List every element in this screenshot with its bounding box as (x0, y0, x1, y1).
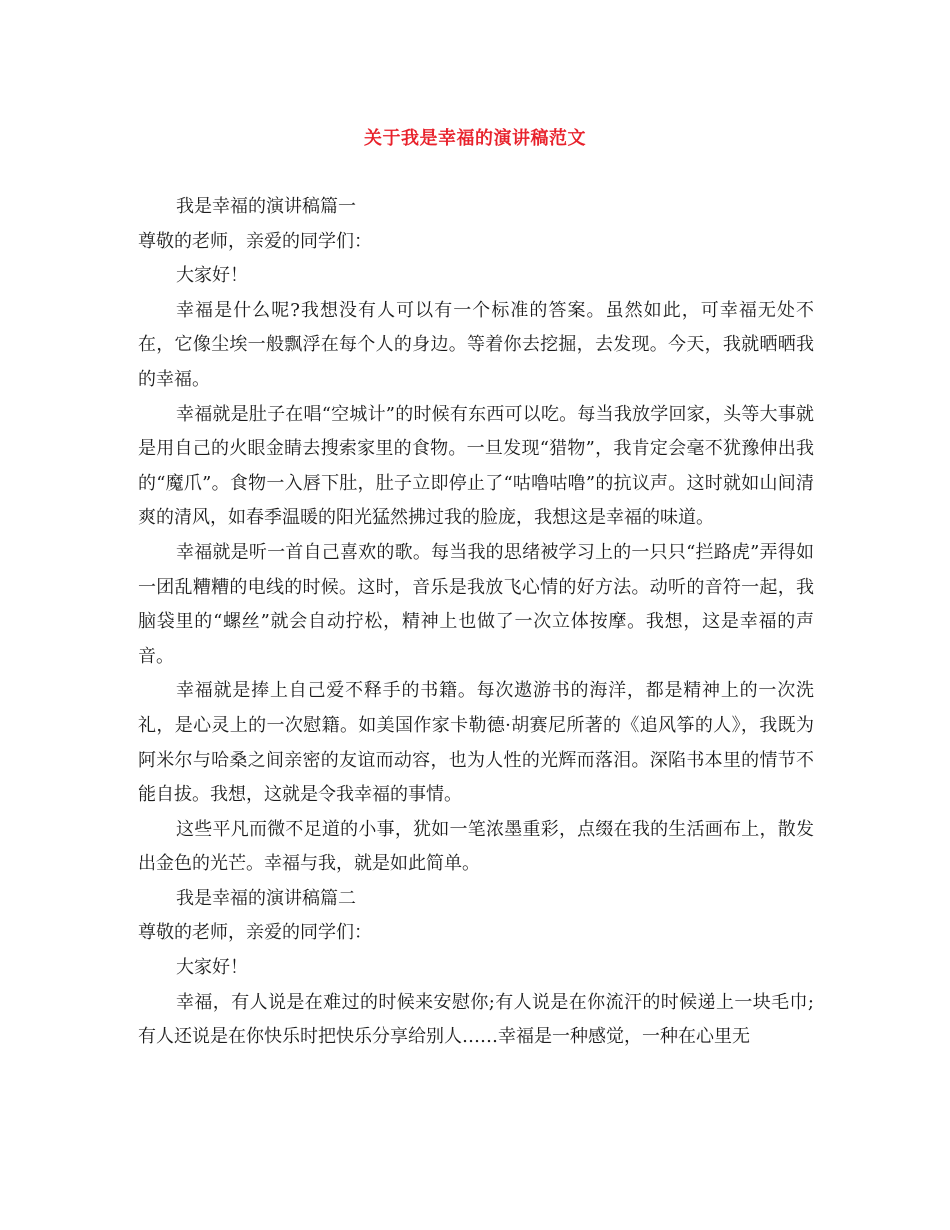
paragraph: 幸福就是捧上自己爱不释手的书籍。每次遨游书的海洋，都是精神上的一次洗礼，是心灵上的一次慰籍。如美国作家卡勒德·胡赛尼所著的《追风筝的人》，我既为阿米尔与哈桑之间亲密的友谊而动容，也为人性的光辉而落泪。深陷书本里的情节不能自拔。我想，这就是令我幸福的事情。 (138, 680, 814, 806)
paragraph: 幸福，有人说是在难过的时候来安慰你;有人说是在你流汗的时候递上一块毛巾;有人还说是在你快乐时把快乐分享给别人……幸福是一种感觉，一种在心里无 (138, 991, 814, 1048)
salutation: 尊敬的老师，亲爱的同学们： (138, 230, 372, 252)
paragraph: 幸福是什么呢?我想没有人可以有一个标准的答案。虽然如此，可幸福无处不在，它像尘埃一般飘浮在每个人的身边。等着你去挖掘，去发现。今天，我就晒晒我的幸福。 (138, 299, 814, 390)
document-title: 关于我是幸福的演讲稿范文 (364, 128, 586, 149)
paragraph: 这些平凡而微不足道的小事，犹如一笔浓墨重彩，点缀在我的生活画布上，散发出金色的光芒。幸福与我，就是如此简单。 (138, 818, 814, 875)
greeting: 大家好！ (176, 957, 248, 979)
paragraph: 幸福就是听一首自己喜欢的歌。每当我的思绪被学习上的一只只“拦路虎”弄得如一团乱糟糟的电线的时候。这时，音乐是我放飞心情的好方法。动听的音符一起，我脑袋里的“螺丝”就会自动拧松，精神上也做了一次立体按摩。我想，这是幸福的声音。 (138, 541, 814, 667)
paragraph: 幸福就是肚子在唱“空城计”的时候有东西可以吃。每当我放学回家，头等大事就是用自己的火眼金睛去搜索家里的食物。一旦发现“猎物”，我肯定会毫不犹豫伸出我的“魔爪”。食物一入唇下肚，肚子立即停止了“咕噜咕噜”的抗议声。这时就如山间清爽的清风，如春季温暖的阳光猛然拂过我的脸庞，我想这是幸福的味道。 (138, 403, 814, 529)
document-body (138, 190, 814, 1055)
salutation: 尊敬的老师，亲爱的同学们： (138, 922, 372, 944)
section-heading: 我是幸福的演讲稿篇二 (176, 887, 356, 909)
section-heading: 我是幸福的演讲稿篇一 (176, 196, 356, 217)
greeting: 大家好！ (176, 265, 248, 287)
